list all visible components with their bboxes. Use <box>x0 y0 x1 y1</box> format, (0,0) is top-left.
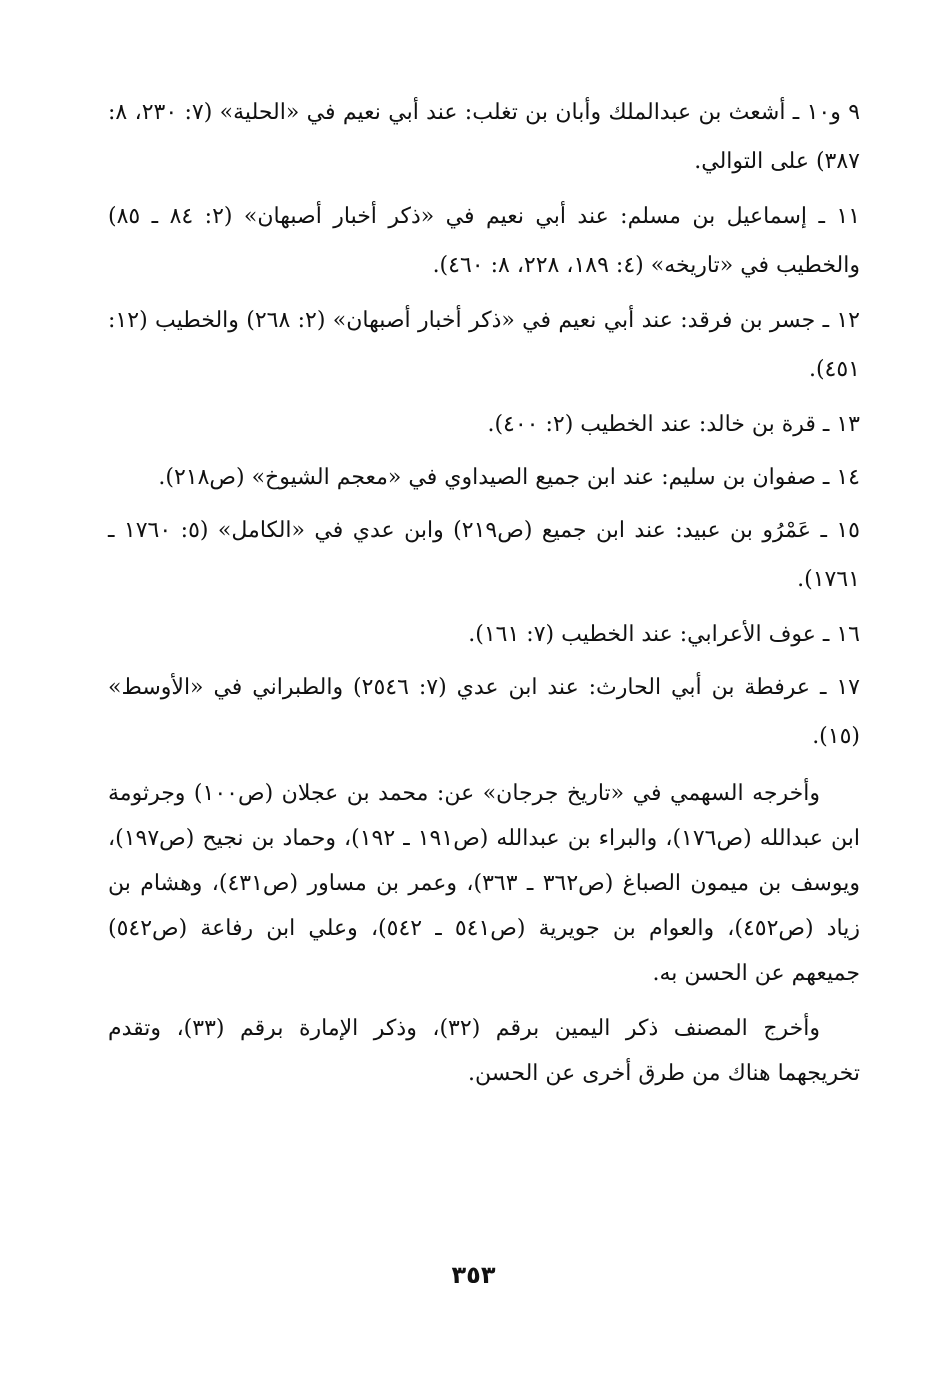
page-body <box>108 88 860 1106</box>
entry-9-10: ٩ و١٠ ـ أشعث بن عبدالملك وأبان بن تغلب: عند أبي نعيم في «الحلية» (٧: ٢٣٠، ٨: ٣٨٧) على التوالي. <box>108 100 861 174</box>
paragraph-author-takhrij: وأخرج المصنف ذكر اليمين برقم (٣٢)، وذكر الإمارة برقم (٣٣)، وتقدم تخريجهما هناك من طرق أخرى عن الحسن. <box>108 1016 860 1086</box>
entry-17: ١٧ ـ عرفطة بن أبي الحارث: عند ابن عدي (٧: ٢٥٤٦) والطبراني في «الأوسط» (١٥). <box>108 675 860 749</box>
entry-15: ١٥ ـ عَمْرُو بن عبيد: عند ابن جميع (ص٢١٩) وابن عدي في «الكامل» (٥: ١٧٦٠ ـ ١٧٦١). <box>108 518 860 592</box>
entry-16: ١٦ ـ عوف الأعرابي: عند الخطيب (٧: ١٦١). <box>468 622 860 647</box>
entry-12: ١٢ ـ جسر بن فرقد: عند أبي نعيم في «ذكر أخبار أصبهان» (٢: ٢٦٨) والخطيب (١٢: ٤٥١). <box>108 308 860 382</box>
entry-13: ١٣ ـ قرة بن خالد: عند الخطيب (٢: ٤٠٠). <box>487 412 860 437</box>
paragraph-sahmi-takhrij: وأخرجه السهمي في «تاريخ جرجان» عن: محمد بن عجلان (ص١٠٠) وجرثومة ابن عبدالله (ص١٧٦)، والبراء بن عبدالله (ص١٩١ ـ ١٩٢)، وحماد بن نجيح (ص١٩٧)، ويوسف بن ميمون الصباغ (ص٣٦٢ ـ ٣٦٣)، وعمر بن مساور (ص٤٣١)، وهشام بن زياد (ص٤٥٢)، والعوام بن جويرية (ص٥٤١ ـ ٥٤٢)، وعلي ابن رفاعة (ص٥٤٢) جميعهم عن الحسن به. <box>108 781 860 986</box>
page-number: ٣٥٣ <box>451 1261 496 1289</box>
entry-11: ١١ ـ إسماعيل بن مسلم: عند أبي نعيم في «ذكر أخبار أصبهان» (٢: ٨٤ ـ ٨٥) والخطيب في «تاريخه» (٤: ١٨٩، ٢٢٨، ٨: ٤٦٠). <box>108 204 861 278</box>
entry-14: ١٤ ـ صفوان بن سليم: عند ابن جميع الصيداوي في «معجم الشيوخ» (ص٢١٨). <box>158 465 860 490</box>
